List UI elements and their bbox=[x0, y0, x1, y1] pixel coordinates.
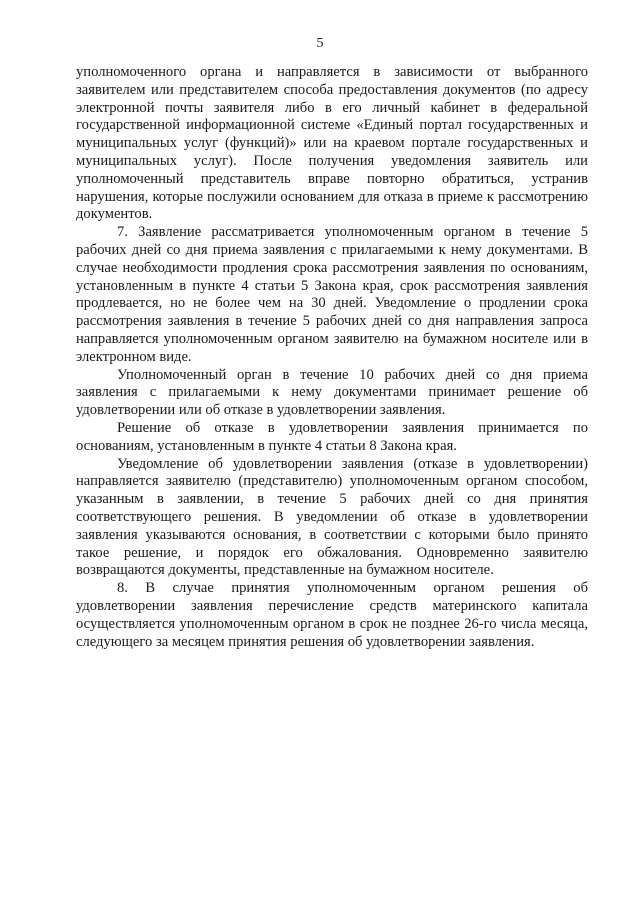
document-body bbox=[76, 64, 588, 651]
paragraph-notification: Уведомление об удовлетворении заявления (отказе в удовлетворении) направляется заявителю (представителю) уполномоченным органом способом, указанным в заявлении, в течение 5 рабочих дней со дня принятия соответствующего решения. В уведомлении об отказе в удовлетворении заявления указываются основания, в соответствии с которыми было принято такое решение, и порядок его обжалования. Одновременно заявителю возвращаются документы, представленные на бумажном носителе. bbox=[76, 455, 588, 579]
paragraph-continuation: уполномоченного органа и направляется в зависимости от выбранного заявителем или представителем способа предоставления документов (по адресу электронной почты заявителя либо в его личный кабинет в федеральной государственной информационной системе «Единый портал государственных и муниципальных услуг (функций)» или на краевом портале государственных и муниципальных услуг). После получения уведомления заявитель или уполномоченный представитель вправе повторно обратиться, устранив нарушения, которые послужили основанием для отказа в приеме к рассмотрению документов. bbox=[76, 64, 588, 223]
paragraph-decision-term: Уполномоченный орган в течение 10 рабочих дней со дня приема заявления с прилагаемыми к нему документами принимает решение об удовлетворении или об отказе в удовлетворении заявления. bbox=[76, 366, 588, 419]
paragraph-refusal-grounds: Решение об отказе в удовлетворении заявления принимается по основаниям, установленным в пункте 4 статьи 8 Закона края. bbox=[76, 419, 588, 454]
paragraph-item-8: 8. В случае принятия уполномоченным органом решения об удовлетворении заявления перечисление средств материнского капитала осуществляется уполномоченным органом в срок не позднее 26-го числа месяца, следующего за месяцем принятия решения об удовлетворении заявления. bbox=[76, 580, 588, 650]
page-number: 5 bbox=[316, 36, 324, 51]
paragraph-item-7: 7. Заявление рассматривается уполномоченным органом в течение 5 рабочих дней со дня приема заявления с прилагаемыми к нему документами. В случае необходимости продления срока рассмотрения заявления по основаниям, установленным в пункте 4 статьи 5 Закона края, срок рассмотрения заявления продлевается, но не более чем на 30 дней. Уведомление о продлении срока рассмотрения заявления в течение 5 рабочих дней со дня направления запроса направляется уполномоченным органом заявителю на бумажном носителе или в электронном виде. bbox=[76, 224, 588, 365]
